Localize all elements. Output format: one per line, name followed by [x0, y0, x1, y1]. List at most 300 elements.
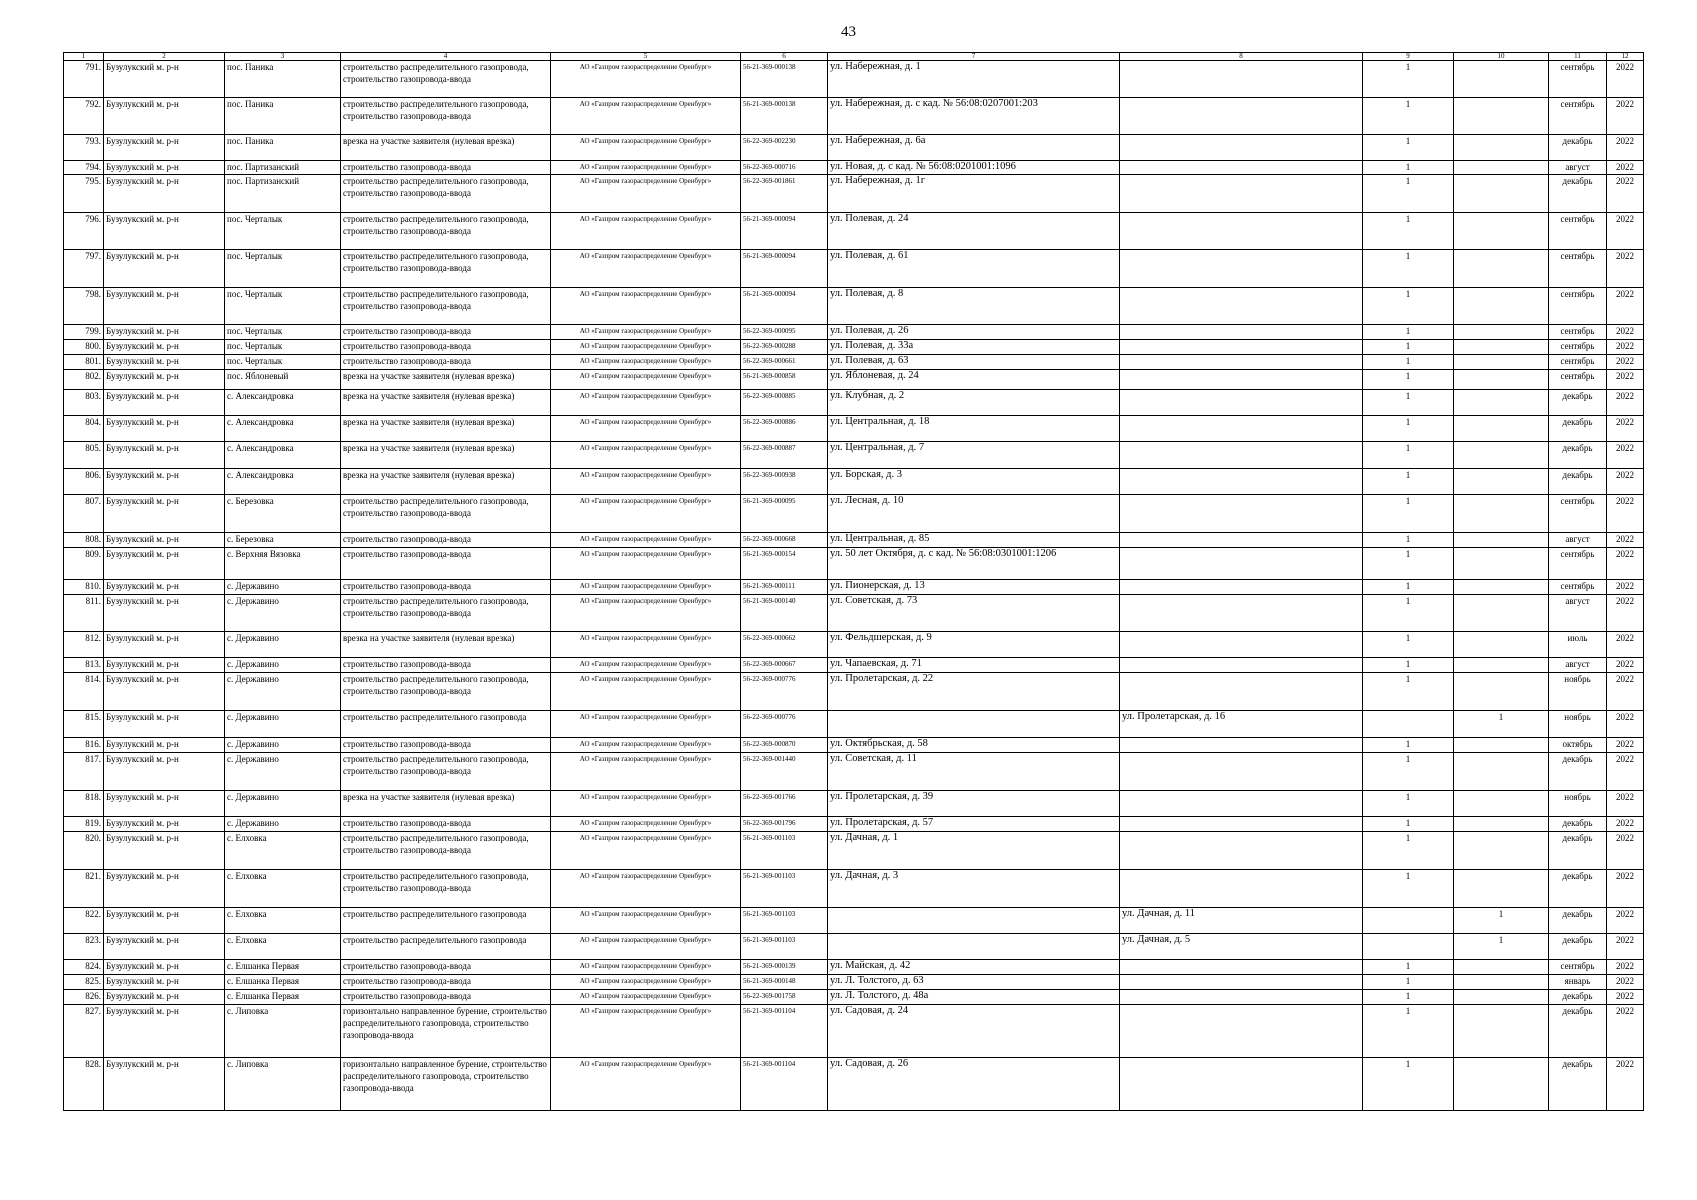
object-code-cell: 56-22-369-000661	[741, 355, 828, 370]
network-address-cell	[1120, 658, 1363, 673]
table-row	[64, 416, 1644, 442]
organization-cell: АО «Газпром газораспределение Оренбург»	[551, 934, 741, 960]
district-cell: Бузулукский м. р-н	[104, 990, 225, 1005]
month-cell: декабрь	[1549, 469, 1607, 495]
network-count-cell	[1454, 325, 1549, 340]
network-count-cell	[1454, 390, 1549, 416]
district-cell: Бузулукский м. р-н	[104, 673, 225, 711]
row-number-cell: 815.	[64, 711, 104, 738]
settlement-cell: пос. Черталык	[225, 355, 341, 370]
input-count-cell: 1	[1363, 495, 1454, 533]
object-code-cell: 56-22-369-002230	[741, 135, 828, 161]
settlement-cell: с. Елховка	[225, 908, 341, 934]
network-address-cell	[1120, 595, 1363, 632]
work-type-cell: строительство газопровода-ввода	[341, 738, 551, 753]
work-type-cell: строительство газопровода-ввода	[341, 340, 551, 355]
table-row	[64, 580, 1644, 595]
table-row	[64, 213, 1644, 250]
input-count-cell: 1	[1363, 416, 1454, 442]
organization-cell: АО «Газпром газораспределение Оренбург»	[551, 960, 741, 975]
work-type-cell: врезка на участке заявителя (нулевая врезка)	[341, 416, 551, 442]
network-address-cell	[1120, 1005, 1363, 1058]
table-row	[64, 934, 1644, 960]
district-cell: Бузулукский м. р-н	[104, 370, 225, 390]
table-row	[64, 738, 1644, 753]
organization-cell: АО «Газпром газораспределение Оренбург»	[551, 175, 741, 213]
address-cell: ул. Набережная, д. с кад. № 56:08:0207001:203	[828, 98, 1120, 135]
work-type-cell: строительство газопровода-ввода	[341, 548, 551, 580]
district-cell: Бузулукский м. р-н	[104, 495, 225, 533]
input-count-cell: 1	[1363, 390, 1454, 416]
network-address-cell	[1120, 990, 1363, 1005]
object-code-cell: 56-21-369-000111	[741, 580, 828, 595]
year-cell: 2022	[1607, 250, 1644, 288]
year-cell: 2022	[1607, 175, 1644, 213]
row-number-cell: 819.	[64, 817, 104, 832]
row-number-cell: 792.	[64, 98, 104, 135]
address-cell: ул. Набережная, д. 1	[828, 61, 1120, 98]
address-cell: ул. Чапаевская, д. 71	[828, 658, 1120, 673]
month-cell: январь	[1549, 975, 1607, 990]
gasification-register-table	[63, 52, 1644, 1111]
object-code-cell: 56-21-369-001104	[741, 1058, 828, 1111]
organization-cell: АО «Газпром газораспределение Оренбург»	[551, 990, 741, 1005]
month-cell: декабрь	[1549, 1005, 1607, 1058]
table-row	[64, 832, 1644, 870]
input-count-cell: 1	[1363, 1005, 1454, 1058]
district-cell: Бузулукский м. р-н	[104, 442, 225, 469]
row-number-cell: 812.	[64, 632, 104, 658]
work-type-cell: строительство распределительного газопровода	[341, 908, 551, 934]
work-type-cell: строительство газопровода-ввода	[341, 975, 551, 990]
table-row	[64, 595, 1644, 632]
district-cell: Бузулукский м. р-н	[104, 934, 225, 960]
network-address-cell	[1120, 161, 1363, 175]
work-type-cell: строительство распределительного газопровода, строительство газопровода-ввода	[341, 288, 551, 325]
work-type-cell: строительство распределительного газопровода, строительство газопровода-ввода	[341, 753, 551, 791]
network-address-cell	[1120, 1058, 1363, 1111]
organization-cell: АО «Газпром газораспределение Оренбург»	[551, 673, 741, 711]
address-cell: ул. Полевая, д. 33а	[828, 340, 1120, 355]
work-type-cell: врезка на участке заявителя (нулевая врезка)	[341, 390, 551, 416]
object-code-cell: 56-21-369-001103	[741, 908, 828, 934]
table-row	[64, 908, 1644, 934]
year-cell: 2022	[1607, 288, 1644, 325]
work-type-cell: строительство газопровода-ввода	[341, 161, 551, 175]
network-address-cell	[1120, 250, 1363, 288]
table-row	[64, 870, 1644, 908]
table-row	[64, 533, 1644, 548]
district-cell: Бузулукский м. р-н	[104, 548, 225, 580]
row-number-cell: 802.	[64, 370, 104, 390]
month-cell: декабрь	[1549, 135, 1607, 161]
network-address-cell	[1120, 370, 1363, 390]
settlement-cell: с. Державино	[225, 580, 341, 595]
work-type-cell: строительство газопровода-ввода	[341, 580, 551, 595]
organization-cell: АО «Газпром газораспределение Оренбург»	[551, 1058, 741, 1111]
row-number-cell: 804.	[64, 416, 104, 442]
table-row	[64, 548, 1644, 580]
work-type-cell: врезка на участке заявителя (нулевая врезка)	[341, 442, 551, 469]
year-cell: 2022	[1607, 960, 1644, 975]
column-number-row	[64, 53, 1644, 61]
input-count-cell: 1	[1363, 533, 1454, 548]
settlement-cell: с. Березовка	[225, 533, 341, 548]
network-address-cell	[1120, 288, 1363, 325]
work-type-cell: строительство распределительного газопровода, строительство газопровода-ввода	[341, 98, 551, 135]
work-type-cell: горизонтально направленное бурение, строительство распределительного газопровода, строительство газопровода-ввода	[341, 1005, 551, 1058]
address-cell: ул. Центральная, д. 85	[828, 533, 1120, 548]
district-cell: Бузулукский м. р-н	[104, 908, 225, 934]
network-address-cell	[1120, 61, 1363, 98]
district-cell: Бузулукский м. р-н	[104, 658, 225, 673]
object-code-cell: 56-21-369-000858	[741, 370, 828, 390]
object-code-cell: 56-22-369-001796	[741, 817, 828, 832]
column-header: 12	[1607, 53, 1644, 61]
year-cell: 2022	[1607, 580, 1644, 595]
network-count-cell	[1454, 791, 1549, 817]
network-count-cell	[1454, 580, 1549, 595]
year-cell: 2022	[1607, 934, 1644, 960]
month-cell: сентябрь	[1549, 495, 1607, 533]
work-type-cell: строительство газопровода-ввода	[341, 960, 551, 975]
network-count-cell	[1454, 355, 1549, 370]
organization-cell: АО «Газпром газораспределение Оренбург»	[551, 632, 741, 658]
table-row	[64, 442, 1644, 469]
network-count-cell	[1454, 632, 1549, 658]
work-type-cell: строительство распределительного газопровода, строительство газопровода-ввода	[341, 673, 551, 711]
settlement-cell: с. Березовка	[225, 495, 341, 533]
work-type-cell: строительство распределительного газопровода	[341, 711, 551, 738]
month-cell: сентябрь	[1549, 250, 1607, 288]
network-address-cell	[1120, 580, 1363, 595]
address-cell: ул. Борская, д. 3	[828, 469, 1120, 495]
settlement-cell: с. Александровка	[225, 416, 341, 442]
network-count-cell	[1454, 1058, 1549, 1111]
settlement-cell: пос. Черталык	[225, 288, 341, 325]
district-cell: Бузулукский м. р-н	[104, 791, 225, 817]
month-cell: сентябрь	[1549, 548, 1607, 580]
row-number-cell: 820.	[64, 832, 104, 870]
organization-cell: АО «Газпром газораспределение Оренбург»	[551, 495, 741, 533]
year-cell: 2022	[1607, 753, 1644, 791]
district-cell: Бузулукский м. р-н	[104, 325, 225, 340]
input-count-cell: 1	[1363, 580, 1454, 595]
object-code-cell: 56-21-369-000094	[741, 250, 828, 288]
row-number-cell: 797.	[64, 250, 104, 288]
district-cell: Бузулукский м. р-н	[104, 416, 225, 442]
district-cell: Бузулукский м. р-н	[104, 175, 225, 213]
network-count-cell	[1454, 753, 1549, 791]
month-cell: декабрь	[1549, 1058, 1607, 1111]
input-count-cell: 1	[1363, 975, 1454, 990]
year-cell: 2022	[1607, 832, 1644, 870]
district-cell: Бузулукский м. р-н	[104, 817, 225, 832]
address-cell: ул. Клубная, д. 2	[828, 390, 1120, 416]
settlement-cell: с. Александровка	[225, 469, 341, 495]
organization-cell: АО «Газпром газораспределение Оренбург»	[551, 442, 741, 469]
settlement-cell: с. Державино	[225, 658, 341, 673]
organization-cell: АО «Газпром газораспределение Оренбург»	[551, 580, 741, 595]
network-count-cell: 1	[1454, 908, 1549, 934]
settlement-cell: с. Елховка	[225, 832, 341, 870]
organization-cell: АО «Газпром газораспределение Оренбург»	[551, 738, 741, 753]
table-row	[64, 175, 1644, 213]
address-cell: ул. Лесная, д. 10	[828, 495, 1120, 533]
year-cell: 2022	[1607, 495, 1644, 533]
address-cell: ул. Пролетарская, д. 39	[828, 791, 1120, 817]
address-cell: ул. Пролетарская, д. 57	[828, 817, 1120, 832]
year-cell: 2022	[1607, 442, 1644, 469]
settlement-cell: пос. Яблоневый	[225, 370, 341, 390]
organization-cell: АО «Газпром газораспределение Оренбург»	[551, 61, 741, 98]
organization-cell: АО «Газпром газораспределение Оренбург»	[551, 135, 741, 161]
object-code-cell: 56-22-369-001758	[741, 990, 828, 1005]
network-address-cell: ул. Дачная, д. 5	[1120, 934, 1363, 960]
row-number-cell: 791.	[64, 61, 104, 98]
row-number-cell: 827.	[64, 1005, 104, 1058]
month-cell: декабрь	[1549, 390, 1607, 416]
network-count-cell	[1454, 61, 1549, 98]
network-address-cell	[1120, 960, 1363, 975]
input-count-cell: 1	[1363, 288, 1454, 325]
row-number-cell: 816.	[64, 738, 104, 753]
network-address-cell	[1120, 753, 1363, 791]
input-count-cell: 1	[1363, 469, 1454, 495]
network-address-cell	[1120, 442, 1363, 469]
row-number-cell: 796.	[64, 213, 104, 250]
district-cell: Бузулукский м. р-н	[104, 870, 225, 908]
settlement-cell: с. Елховка	[225, 870, 341, 908]
work-type-cell: строительство распределительного газопровода, строительство газопровода-ввода	[341, 595, 551, 632]
network-address-cell	[1120, 98, 1363, 135]
column-header: 8	[1120, 53, 1363, 61]
object-code-cell: 56-21-369-000094	[741, 213, 828, 250]
object-code-cell: 56-22-369-000776	[741, 673, 828, 711]
month-cell: сентябрь	[1549, 325, 1607, 340]
year-cell: 2022	[1607, 791, 1644, 817]
table-row	[64, 355, 1644, 370]
network-address-cell	[1120, 175, 1363, 213]
row-number-cell: 806.	[64, 469, 104, 495]
work-type-cell: строительство газопровода-ввода	[341, 817, 551, 832]
month-cell: сентябрь	[1549, 61, 1607, 98]
organization-cell: АО «Газпром газораспределение Оренбург»	[551, 658, 741, 673]
district-cell: Бузулукский м. р-н	[104, 832, 225, 870]
address-cell: ул. Новая, д. с кад. № 56:08:0201001:1096	[828, 161, 1120, 175]
district-cell: Бузулукский м. р-н	[104, 595, 225, 632]
table-row	[64, 673, 1644, 711]
month-cell: август	[1549, 533, 1607, 548]
address-cell: ул. Полевая, д. 24	[828, 213, 1120, 250]
month-cell: август	[1549, 161, 1607, 175]
object-code-cell: 56-22-369-000776	[741, 711, 828, 738]
row-number-cell: 801.	[64, 355, 104, 370]
table-row	[64, 370, 1644, 390]
input-count-cell: 1	[1363, 738, 1454, 753]
network-address-cell	[1120, 548, 1363, 580]
month-cell: август	[1549, 595, 1607, 632]
table-row	[64, 1005, 1644, 1058]
network-address-cell	[1120, 791, 1363, 817]
row-number-cell: 798.	[64, 288, 104, 325]
settlement-cell: с. Елховка	[225, 934, 341, 960]
network-count-cell	[1454, 161, 1549, 175]
work-type-cell: строительство распределительного газопровода, строительство газопровода-ввода	[341, 61, 551, 98]
row-number-cell: 817.	[64, 753, 104, 791]
network-count-cell	[1454, 817, 1549, 832]
address-cell: ул. Набережная, д. 1г	[828, 175, 1120, 213]
table-row	[64, 817, 1644, 832]
year-cell: 2022	[1607, 990, 1644, 1005]
district-cell: Бузулукский м. р-н	[104, 161, 225, 175]
year-cell: 2022	[1607, 632, 1644, 658]
table-row	[64, 161, 1644, 175]
work-type-cell: строительство распределительного газопровода, строительство газопровода-ввода	[341, 250, 551, 288]
table-row	[64, 135, 1644, 161]
table-row	[64, 469, 1644, 495]
input-count-cell: 1	[1363, 250, 1454, 288]
table-row	[64, 495, 1644, 533]
settlement-cell: с. Державино	[225, 711, 341, 738]
address-cell	[828, 934, 1120, 960]
row-number-cell: 811.	[64, 595, 104, 632]
column-header: 10	[1454, 53, 1549, 61]
district-cell: Бузулукский м. р-н	[104, 580, 225, 595]
input-count-cell: 1	[1363, 370, 1454, 390]
year-cell: 2022	[1607, 908, 1644, 934]
input-count-cell: 1	[1363, 832, 1454, 870]
row-number-cell: 807.	[64, 495, 104, 533]
district-cell: Бузулукский м. р-н	[104, 288, 225, 325]
object-code-cell: 56-22-369-000885	[741, 390, 828, 416]
address-cell: ул. Пролетарская, д. 22	[828, 673, 1120, 711]
district-cell: Бузулукский м. р-н	[104, 753, 225, 791]
settlement-cell: с. Елшанка Первая	[225, 990, 341, 1005]
object-code-cell: 56-22-369-000887	[741, 442, 828, 469]
network-count-cell	[1454, 213, 1549, 250]
table-row	[64, 960, 1644, 975]
object-code-cell: 56-21-369-001103	[741, 870, 828, 908]
organization-cell: АО «Газпром газораспределение Оренбург»	[551, 213, 741, 250]
district-cell: Бузулукский м. р-н	[104, 975, 225, 990]
input-count-cell: 1	[1363, 1058, 1454, 1111]
column-header: 7	[828, 53, 1120, 61]
address-cell: ул. Центральная, д. 18	[828, 416, 1120, 442]
year-cell: 2022	[1607, 533, 1644, 548]
object-code-cell: 56-21-369-000138	[741, 98, 828, 135]
network-address-cell	[1120, 975, 1363, 990]
month-cell: декабрь	[1549, 908, 1607, 934]
organization-cell: АО «Газпром газораспределение Оренбург»	[551, 161, 741, 175]
object-code-cell: 56-21-369-001104	[741, 1005, 828, 1058]
settlement-cell: с. Липовка	[225, 1005, 341, 1058]
district-cell: Бузулукский м. р-н	[104, 135, 225, 161]
input-count-cell: 1	[1363, 325, 1454, 340]
address-cell: ул. Полевая, д. 61	[828, 250, 1120, 288]
organization-cell: АО «Газпром газораспределение Оренбург»	[551, 1005, 741, 1058]
work-type-cell: врезка на участке заявителя (нулевая врезка)	[341, 469, 551, 495]
input-count-cell: 1	[1363, 817, 1454, 832]
month-cell: август	[1549, 658, 1607, 673]
month-cell: сентябрь	[1549, 355, 1607, 370]
year-cell: 2022	[1607, 135, 1644, 161]
settlement-cell: с. Державино	[225, 595, 341, 632]
object-code-cell: 56-21-369-000139	[741, 960, 828, 975]
network-address-cell	[1120, 533, 1363, 548]
object-code-cell: 56-21-369-000154	[741, 548, 828, 580]
year-cell: 2022	[1607, 975, 1644, 990]
work-type-cell: строительство газопровода-ввода	[341, 990, 551, 1005]
network-count-cell	[1454, 370, 1549, 390]
network-address-cell	[1120, 135, 1363, 161]
organization-cell: АО «Газпром газораспределение Оренбург»	[551, 98, 741, 135]
settlement-cell: с. Державино	[225, 673, 341, 711]
year-cell: 2022	[1607, 658, 1644, 673]
table-row	[64, 1058, 1644, 1111]
network-count-cell	[1454, 658, 1549, 673]
object-code-cell: 56-22-369-000662	[741, 632, 828, 658]
row-number-cell: 805.	[64, 442, 104, 469]
row-number-cell: 808.	[64, 533, 104, 548]
district-cell: Бузулукский м. р-н	[104, 340, 225, 355]
row-number-cell: 813.	[64, 658, 104, 673]
month-cell: сентябрь	[1549, 370, 1607, 390]
input-count-cell	[1363, 934, 1454, 960]
row-number-cell: 828.	[64, 1058, 104, 1111]
table-row	[64, 325, 1644, 340]
organization-cell: АО «Газпром газораспределение Оренбург»	[551, 548, 741, 580]
input-count-cell: 1	[1363, 442, 1454, 469]
network-address-cell	[1120, 870, 1363, 908]
row-number-cell: 793.	[64, 135, 104, 161]
input-count-cell: 1	[1363, 61, 1454, 98]
month-cell: декабрь	[1549, 934, 1607, 960]
input-count-cell: 1	[1363, 175, 1454, 213]
input-count-cell: 1	[1363, 340, 1454, 355]
district-cell: Бузулукский м. р-н	[104, 469, 225, 495]
input-count-cell: 1	[1363, 161, 1454, 175]
organization-cell: АО «Газпром газораспределение Оренбург»	[551, 870, 741, 908]
object-code-cell: 56-22-369-000667	[741, 658, 828, 673]
organization-cell: АО «Газпром газораспределение Оренбург»	[551, 325, 741, 340]
input-count-cell: 1	[1363, 632, 1454, 658]
input-count-cell: 1	[1363, 548, 1454, 580]
network-count-cell	[1454, 175, 1549, 213]
organization-cell: АО «Газпром газораспределение Оренбург»	[551, 340, 741, 355]
input-count-cell: 1	[1363, 673, 1454, 711]
address-cell: ул. Л. Толстого, д. 48а	[828, 990, 1120, 1005]
address-cell: ул. Яблоневая, д. 24	[828, 370, 1120, 390]
network-count-cell	[1454, 673, 1549, 711]
work-type-cell: врезка на участке заявителя (нулевая врезка)	[341, 632, 551, 658]
month-cell: июль	[1549, 632, 1607, 658]
address-cell: ул. Советская, д. 73	[828, 595, 1120, 632]
year-cell: 2022	[1607, 1005, 1644, 1058]
district-cell: Бузулукский м. р-н	[104, 632, 225, 658]
input-count-cell: 1	[1363, 960, 1454, 975]
address-cell: ул. Набережная, д. 6а	[828, 135, 1120, 161]
object-code-cell: 56-21-369-000148	[741, 975, 828, 990]
year-cell: 2022	[1607, 711, 1644, 738]
network-address-cell	[1120, 738, 1363, 753]
work-type-cell: строительство распределительного газопровода, строительство газопровода-ввода	[341, 213, 551, 250]
year-cell: 2022	[1607, 355, 1644, 370]
work-type-cell: строительство газопровода-ввода	[341, 658, 551, 673]
organization-cell: АО «Газпром газораспределение Оренбург»	[551, 288, 741, 325]
address-cell: ул. Майская, д. 42	[828, 960, 1120, 975]
month-cell: ноябрь	[1549, 711, 1607, 738]
